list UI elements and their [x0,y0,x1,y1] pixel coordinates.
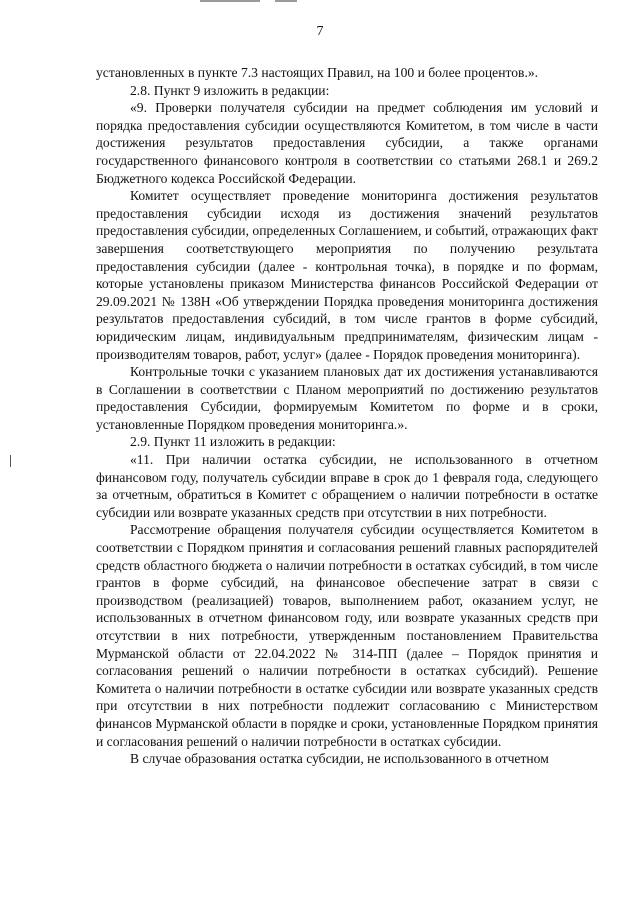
paragraph-item-2-9: 2.9. Пункт 11 изложить в редакции: [130,434,336,450]
paragraph-continuation: установленных в пункте 7.3 настоящих Правил, на 100 и более процентов.». [96,65,539,80]
scan-artifact-line [200,0,260,2]
paragraph-control-points: Контрольные точки с указанием плановых дат их достижения устанавливаются в Соглашении в соответствии с Планом мероприятий по достижению результатов предоставления Субсидии, формируемым Комитетом по форме и в сроки, установленные Порядком проведения мониторинга.». [96,364,598,432]
page-number: 7 [316,24,324,39]
paragraph-clause-9: «9. Проверки получателя субсидии на предмет соблюдения им условий и порядка предоставления субсидии осуществляются Комитетом, в том числе в части достижения результатов предоставления субсидии, а также органами государственного финансового контроля в соответствии со статьями 268.1 и 269.2 Бюджетного кодекса Российской Федерации. [96,100,598,186]
paragraph-monitoring: Комитет осуществляет проведение мониторинга достижения результатов предоставления субсидии исходя из достижения значений результатов предоставления субсидии, определенных Соглашением, и событий, отражающих факт завершения соответствующего мероприятия по получению результата предоставления субсидии (далее - контрольная точка), в порядке и по формам, которые установлены приказом Министерства финансов Российской Федерации от 29.09.2021 № 138Н «Об утверждении Порядка проведения мониторинга достижения результатов предоставления субсидий, в том числе грантов в форме субсидий, юридическим лицам, индивидуальным предпринимателям, физическим лицам - производителям товаров, работ, услуг» (далее - Порядок проведения мониторинга). [96,188,598,362]
paragraph-review: Рассмотрение обращения получателя субсидии осуществляется Комитетом в соответствии с Порядком принятия и согласования решений главных распорядителей средств областного бюджета о наличии потребности в остатках субсидий, в том числе грантов в форме субсидий, на финансовое обеспечение затрат в связи с производством (реализацией) товаров, выполнением работ, оказанием услуг, не использованных в отчетном финансовом году, или возврате указанных средств при отсутствии в них потребности, утвержденным постановлением Правительства Мурманской области от 22.04.2022 № 314-ПП (далее – Порядок принятия и согласования решений о наличии потребности в остатках субсидий). Решение Комитета о наличии потребности в остатке субсидии или возврате указанных средств при отсутствии в них потребности подлежит согласованию с Министерством финансов Мурманской области в порядке и сроки, установленные Порядком принятия и согласования решений о наличии потребности в остатках субсидии. [96,522,598,749]
margin-artifact [10,455,11,467]
paragraph-item-2-8: 2.8. Пункт 9 изложить в редакции: [130,82,330,98]
paragraph-clause-11: «11. При наличии остатка субсидии, не использованного в отчетном финансовом году, получатель субсидии вправе в срок до 1 февраля года, следующего за отчетным, обратиться в Комитет с обращением о наличии потребности в остатке субсидии или возврате указанных средств при отсутствии в них потребности. [96,452,598,520]
paragraph-remainder: В случае образования остатка субсидии, не использованного в отчетном [130,751,549,767]
document-body [96,64,598,768]
scan-artifact-line [275,0,297,2]
